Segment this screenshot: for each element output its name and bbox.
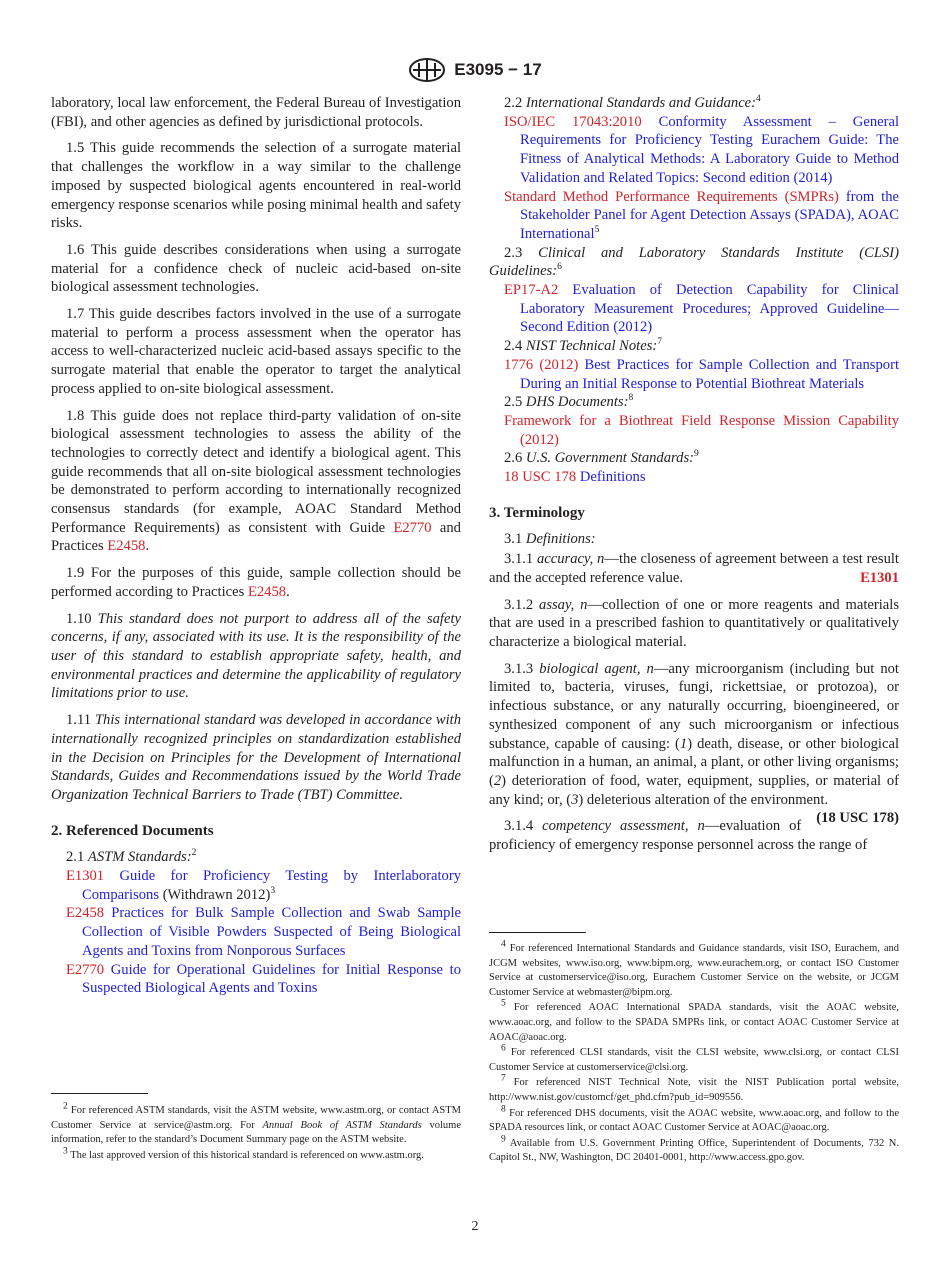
reference-smprs[interactable]: Standard Method Performance Requirements (SMPRs) from the Stakeholder Panel for Agent Detection Assays (SPADA), AOAC International$^5$ xyxy=(504,188,899,242)
link-e2458[interactable]: E2458 xyxy=(247,583,287,600)
left-footnotes xyxy=(51,1093,461,1164)
page-header xyxy=(0,58,950,82)
paragraph-1-8: 1.8 This guide does not replace third-party validation of on-site biological assessment technologies to assess the ability of the technologies to correctly detect and identify a biological agent. This guide recommends that all on-site biological assessment technologies be demonstrated to perform according to internationally recognized consensus standards (for example, AOAC Standard Method Performance Requirements) as consistent with Guide E2770 and Practices E2458. xyxy=(51,407,461,555)
right-column xyxy=(489,94,899,863)
reference-e1301[interactable]: E1301 Guide for Proficiency Testing by Interlaboratory Comparisons (Withdrawn 2012)$^3$ xyxy=(66,868,461,903)
page-number: 2 xyxy=(471,1219,479,1234)
source-tag: (18 USC 178) xyxy=(816,810,899,827)
footnote-4: 4 For referenced International Standards and Guidance standards, visit ISO, Eurachem, and JCGM websites, www.iso.org, www.bipm.org, www.eurachem.org, or contact ISO Customer Service at customerservice@iso.org, Eurachem Customer Service on the website, or JCGM Customer Service at webmaster@bipm.org. xyxy=(489,939,899,998)
footnote-3: 3 The last approved version of this historical standard is referenced on www.astm.org. xyxy=(63,1146,424,1161)
paragraph-1-10: 1.10 This standard does not purport to address all of the safety concerns, if any, associated with its use. It is the responsibility of the user of this standard to establish appropriate safety, health, and environmental practices and determine the applicability of regulatory limitations prior to use. xyxy=(51,610,461,702)
link-e2458[interactable]: E2458 xyxy=(107,538,146,555)
paragraph-1-11: 1.11 This international standard was developed in accordance with internationally recognized principles on standardization established in the Decision on Principles for the Development of International Standards, Guides and Recommendations issued by the World Trade Organization Technical Barriers to Trade (TBT) Committee. xyxy=(51,712,462,803)
reference-dhs-framework[interactable]: Framework for a Biothreat Field Response Mission Capability (2012) xyxy=(504,412,899,448)
paragraph-intro: laboratory, local law enforcement, the Federal Bureau of Investigation (FBI), and other agencies as defined by jurisdictional protocols. xyxy=(51,95,461,130)
definition-accuracy: 3.1.1 accuracy, n—the closeness of agreement between a test result and the accepted reference value. E1301 xyxy=(489,551,899,586)
subsection-2-4: 2.4 NIST Technical Notes:$^7$ xyxy=(504,337,663,355)
footnote-9: 9 Available from U.S. Government Printing Office, Superintendent of Documents, 732 N. Capitol St., NW, Washington, DC 20401-0001, http://www.access.gpo.gov. xyxy=(489,1134,900,1164)
definition-competency-assessment: 3.1.4 competency assessment, n—evaluation of proficiency of emergency response personnel across the range of xyxy=(489,818,868,854)
footnote-6: 6 For referenced CLSI standards, visit the CLSI website, www.clsi.org, or contact CLSI Customer Service at customerservice@clsi.org. xyxy=(489,1043,899,1073)
right-footnotes xyxy=(489,932,899,1167)
astm-logo-icon xyxy=(408,58,446,82)
section-2-heading: 2. Referenced Documents xyxy=(51,822,214,839)
footnote-2: 2 For referenced ASTM standards, visit the ASTM website, www.astm.org, or contact ASTM Customer Service at service@astm.org. For Annual Book of ASTM Standards volume information, refer to the standard’s Document Summary page on the ASTM website. xyxy=(51,1101,462,1146)
reference-18-usc-178[interactable]: 18 USC 178 Definitions xyxy=(504,469,646,486)
reference-e2770[interactable]: E2770 Guide for Operational Guidelines for Initial Response to Suspected Biological Agents and Toxins xyxy=(66,961,461,997)
link-e1301[interactable]: E1301 xyxy=(860,569,899,586)
paragraph-1-6: 1.6 This guide describes considerations when using a surrogate material for a confidence check of nucleic acid-based on-site biological assessment technologies. xyxy=(51,241,461,296)
footnote-7: 7 For referenced NIST Technical Note, visit the NIST Publication portal website, http://www.nist.gov/customcf/get_phd.cfm?pub_id=909556. xyxy=(489,1073,900,1103)
section-3-heading: 3. Terminology xyxy=(489,504,585,521)
footnote-8: 8 For referenced DHS documents, visit the AOAC website, www.aoac.org, and follow to the SPADA resources link, or contact AOAC Customer Service at AOAC@aoac.org. xyxy=(489,1104,900,1134)
left-column xyxy=(51,94,461,998)
subsection-2-1: 2.1 ASTM Standards:$^2$ xyxy=(66,848,197,866)
definition-assay: 3.1.2 assay, n—collection of one or more reagents and materials that are used in a prescribed fashion to quantitatively or qualitatively characterize a biological material. xyxy=(489,596,899,650)
footnote-5: 5 For referenced AOAC International SPADA standards, visit the AOAC website, www.aoac.org, and follow to the SPADA SMPRs link, or contact AOAC Customer Service at AOAC@aoac.org. xyxy=(489,998,900,1043)
subsection-2-5: 2.5 DHS Documents:$^8$ xyxy=(504,393,634,411)
standard-designation: E3095 − 17 xyxy=(454,60,542,79)
reference-iso-iec-17043[interactable]: ISO/IEC 17043:2010 Conformity Assessment – General Requirements for Proficiency Testing Eurachem Guide: The Fitness of Analytical Methods: A Laboratory Guide to Method Validation and Related Topics: Second edition (2014) xyxy=(504,113,899,186)
paragraph-1-9: 1.9 For the purposes of this guide, sample collection should be performed according to Practices E2458. xyxy=(51,565,461,600)
subsection-2-6: 2.6 U.S. Government Standards:$^9$ xyxy=(504,449,699,467)
subsection-3-1: 3.1 Definitions: xyxy=(504,531,596,548)
paragraph-1-7: 1.7 This guide describes factors involved in the use of a surrogate material to perform a process assessment when the operator has access to well-characterized nucleic acid-based assays specific to the surrogate material that enable the operator to target the analytical process applied to on-site biological assessment. xyxy=(51,306,461,397)
definition-biological-agent: 3.1.3 biological agent, n—any microorganism (including but not limited to, bacteria, viruses, fungi, rickettsiae, or protozoa), or infectious substance, or any naturally occurring, bioengineered, or synthesized component of any such microorganism or infectious substance, capable of causing: (1) death, disease, or other biological malfunction in a human, an animal, a plant, or other living organisms; (2) deterioration of food, water, equipment, supplies, or material of any kind; or, (3) deleterious alteration of the environment. (18 USC 178) xyxy=(489,660,899,827)
reference-ep17-a2[interactable]: EP17-A2 Evaluation of Detection Capability for Clinical Laboratory Measurement Procedures; Approved Guideline—Second Edition (2012) xyxy=(504,282,899,336)
paragraph-1-5: 1.5 This guide recommends the selection of a surrogate material that challenges the workflow in a way similar to the challenge imposed by suspected biological agents encountered in real-world emergency response scenarios while posing minimal health and safety risks. xyxy=(51,140,461,232)
subsection-2-2: 2.2 International Standards and Guidance:$^4$ xyxy=(504,94,761,111)
subsection-2-3: 2.3 Clinical and Laboratory Standards Institute (CLSI) Guidelines:$^6$ xyxy=(489,244,899,280)
link-e2770[interactable]: E2770 xyxy=(393,519,432,536)
reference-nist-1776[interactable]: 1776 (2012) Best Practices for Sample Collection and Transport During an Initial Response to Potential Biothreat Materials xyxy=(504,356,899,392)
reference-e2458[interactable]: E2458 Practices for Bulk Sample Collection and Swab Sample Collection of Visible Powders Suspected of Being Biological Agents and Toxins from Nonporous Surfaces xyxy=(66,905,461,959)
